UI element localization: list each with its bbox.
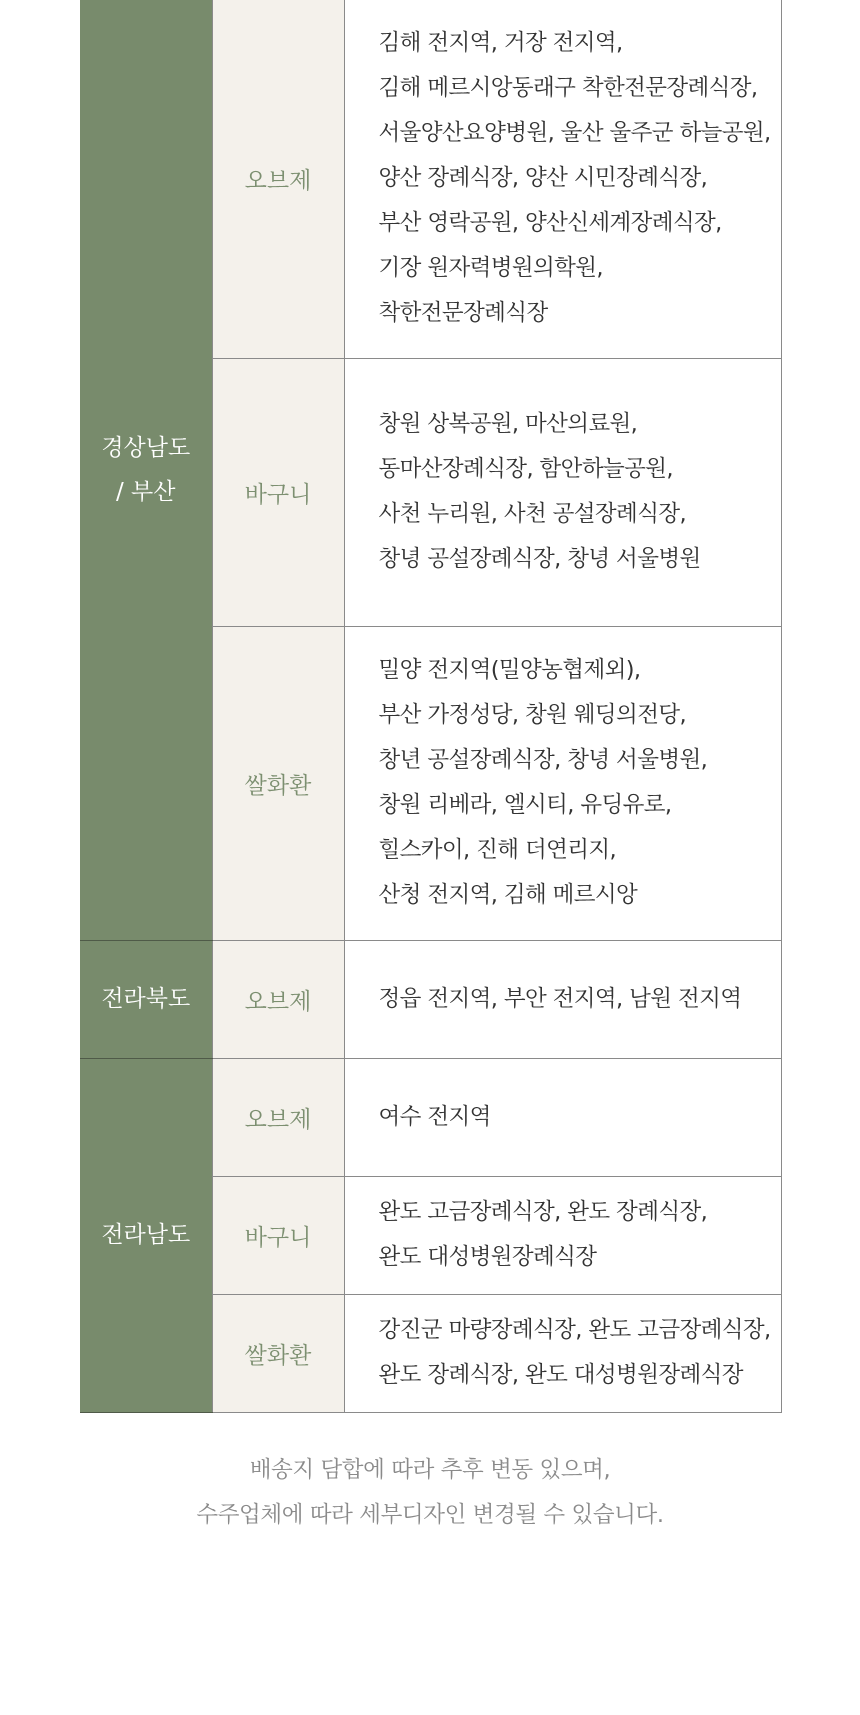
region-name: 경상남도 bbox=[101, 434, 191, 461]
region-cell-gyeongnam-busan bbox=[80, 0, 212, 940]
place-line: 완도 대성병원장례식장 bbox=[378, 1244, 597, 1270]
place-line: 완도 장례식장, 완도 대성병원장례식장 bbox=[378, 1362, 743, 1388]
places-cell bbox=[344, 358, 781, 626]
place-line: 창원 상복공원, 마산의료원, bbox=[378, 411, 638, 437]
place-line: 창녕 공설장례식장, 창녕 서울병원 bbox=[378, 546, 701, 572]
place-line: 밀양 전지역(밀양농협제외), bbox=[378, 657, 641, 683]
region-cell-jeonbuk bbox=[80, 940, 212, 1058]
region-name: 전라남도 bbox=[101, 1222, 191, 1248]
delivery-area-table bbox=[80, 0, 782, 1413]
place-line: 강진군 마량장례식장, 완도 고금장례식장, bbox=[378, 1317, 771, 1343]
place-line: 사천 누리원, 사천 공설장례식장, bbox=[378, 501, 687, 527]
region-name: / 부산 bbox=[116, 478, 176, 505]
product-cell: 바구니 bbox=[212, 358, 344, 626]
place-line: 부산 가정성당, 창원 웨딩의전당, bbox=[378, 702, 687, 728]
place-line: 창년 공설장례식장, 창녕 서울병원, bbox=[378, 747, 708, 773]
place-line: 기장 원자력병원의학원, bbox=[378, 255, 603, 282]
place-line: 김해 메르시앙동래구 착한전문장례식장, bbox=[378, 75, 758, 102]
notice-line: 수주업체에 따라 세부디자인 변경될 수 있습니다. bbox=[196, 1502, 664, 1528]
place-line: 서울양산요양병원, 울산 울주군 하늘공원, bbox=[378, 120, 771, 147]
product-cell: 오브제 bbox=[212, 0, 344, 358]
places-cell bbox=[344, 1176, 781, 1294]
places-cell bbox=[344, 940, 781, 1058]
place-line: 양산 장례식장, 양산 시민장례식장, bbox=[378, 165, 708, 192]
places-cell bbox=[344, 1058, 781, 1176]
place-line: 산청 전지역, 김해 메르시앙 bbox=[378, 882, 638, 908]
delivery-notice bbox=[0, 1448, 860, 1538]
place-line: 여수 전지역 bbox=[378, 1103, 491, 1130]
product-cell: 쌀화환 bbox=[212, 626, 344, 940]
product-cell: 바구니 bbox=[212, 1176, 344, 1294]
place-line: 힐스카이, 진해 더연리지, bbox=[378, 837, 617, 863]
places-cell bbox=[344, 1294, 781, 1412]
places-cell bbox=[344, 626, 781, 940]
place-line: 부산 영락공원, 양산신세계장례식장, bbox=[378, 210, 722, 237]
product-cell: 오브제 bbox=[212, 1058, 344, 1176]
table-row bbox=[80, 1058, 781, 1176]
place-line: 동마산장례식장, 함안하늘공원, bbox=[378, 456, 673, 482]
product-cell: 쌀화환 bbox=[212, 1294, 344, 1412]
region-name: 전라북도 bbox=[101, 986, 191, 1012]
place-line: 김해 전지역, 거장 전지역, bbox=[378, 30, 623, 57]
notice-line: 배송지 담합에 따라 추후 변동 있으며, bbox=[249, 1457, 611, 1483]
table-row bbox=[80, 0, 781, 358]
place-line: 착한전문장례식장 bbox=[378, 300, 548, 327]
place-line: 창원 리베라, 엘시티, 유딩유로, bbox=[378, 792, 672, 818]
region-cell-jeonnam bbox=[80, 1058, 212, 1412]
product-cell: 오브제 bbox=[212, 940, 344, 1058]
place-line: 정읍 전지역, 부안 전지역, 남원 전지역 bbox=[378, 985, 742, 1012]
table-row bbox=[80, 940, 781, 1058]
places-cell bbox=[344, 0, 781, 358]
place-line: 완도 고금장례식장, 완도 장례식장, bbox=[378, 1199, 708, 1225]
